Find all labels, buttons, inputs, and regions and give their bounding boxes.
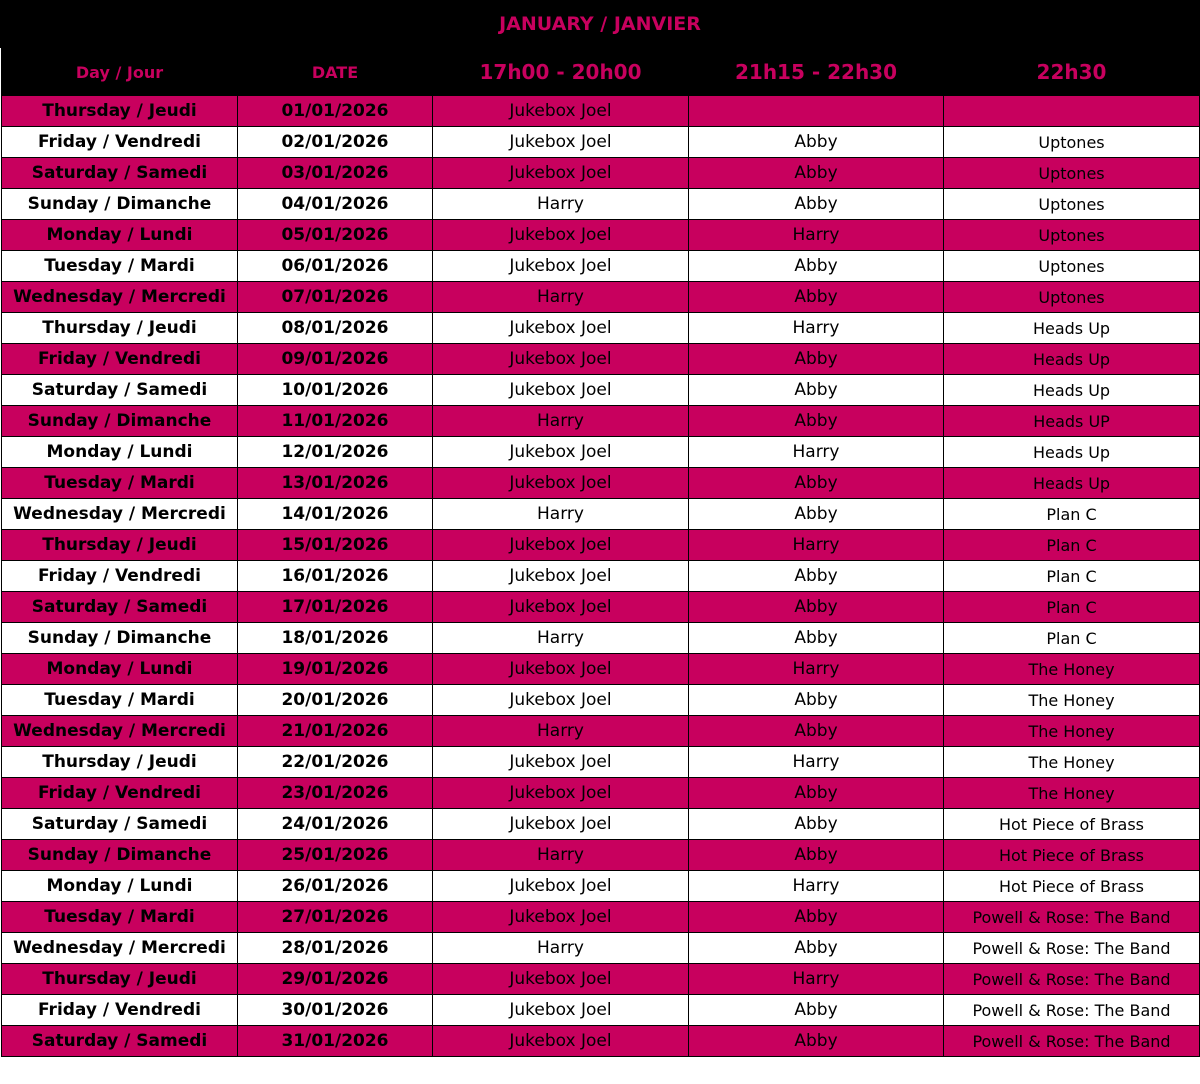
slot-mid-cell: Harry (689, 871, 944, 902)
slot-mid-cell: Abby (689, 127, 944, 158)
slot-late-cell: Uptones (944, 220, 1200, 251)
slot-mid-cell: Harry (689, 437, 944, 468)
day-cell: Tuesday / Mardi (2, 902, 238, 933)
slot-early-cell: Jukebox Joel (433, 220, 689, 251)
day-cell: Sunday / Dimanche (2, 623, 238, 654)
slot-early-cell: Jukebox Joel (433, 871, 689, 902)
slot-late-cell: Hot Piece of Brass (944, 840, 1200, 871)
table-body (2, 96, 1200, 1057)
table-row (2, 406, 1200, 437)
day-cell: Friday / Vendredi (2, 344, 238, 375)
table-row (2, 840, 1200, 871)
table-header (2, 49, 1200, 96)
table-row (2, 623, 1200, 654)
slot-mid-cell: Harry (689, 747, 944, 778)
slot-late-cell: Powell & Rose: The Band (944, 902, 1200, 933)
slot-early-cell: Jukebox Joel (433, 902, 689, 933)
date-cell: 24/01/2026 (238, 809, 433, 840)
slot-early-cell: Jukebox Joel (433, 685, 689, 716)
slot-early-cell: Jukebox Joel (433, 592, 689, 623)
slot-mid-cell: Harry (689, 313, 944, 344)
slot-mid-cell: Abby (689, 902, 944, 933)
slot-late-cell: Plan C (944, 530, 1200, 561)
slot-early-cell: Harry (433, 840, 689, 871)
slot-mid-cell: Abby (689, 499, 944, 530)
date-cell: 02/01/2026 (238, 127, 433, 158)
day-cell: Saturday / Samedi (2, 592, 238, 623)
table-row (2, 220, 1200, 251)
slot-early-cell: Jukebox Joel (433, 1026, 689, 1057)
slot-early-cell: Jukebox Joel (433, 747, 689, 778)
day-cell: Monday / Lundi (2, 871, 238, 902)
date-cell: 06/01/2026 (238, 251, 433, 282)
day-cell: Monday / Lundi (2, 654, 238, 685)
slot-late-cell: Powell & Rose: The Band (944, 1026, 1200, 1057)
slot-mid-cell: Abby (689, 282, 944, 313)
day-cell: Thursday / Jeudi (2, 96, 238, 127)
day-cell: Friday / Vendredi (2, 127, 238, 158)
day-cell: Wednesday / Mercredi (2, 499, 238, 530)
day-cell: Saturday / Samedi (2, 1026, 238, 1057)
slot-late-cell: Plan C (944, 499, 1200, 530)
slot-mid-cell: Harry (689, 964, 944, 995)
day-cell: Saturday / Samedi (2, 375, 238, 406)
table-row (2, 530, 1200, 561)
date-cell: 16/01/2026 (238, 561, 433, 592)
slot-mid-cell: Abby (689, 251, 944, 282)
table-row (2, 344, 1200, 375)
slot-early-cell: Jukebox Joel (433, 995, 689, 1026)
day-cell: Thursday / Jeudi (2, 747, 238, 778)
day-cell: Thursday / Jeudi (2, 313, 238, 344)
slot-late-cell: Powell & Rose: The Band (944, 964, 1200, 995)
slot-mid-cell: Harry (689, 220, 944, 251)
table-row (2, 778, 1200, 809)
slot-mid-cell: Abby (689, 840, 944, 871)
day-cell: Tuesday / Mardi (2, 251, 238, 282)
day-cell: Friday / Vendredi (2, 561, 238, 592)
table-row (2, 127, 1200, 158)
slot-late-cell: The Honey (944, 747, 1200, 778)
slot-early-cell: Harry (433, 406, 689, 437)
day-cell: Sunday / Dimanche (2, 406, 238, 437)
slot-mid-cell: Abby (689, 995, 944, 1026)
date-cell: 26/01/2026 (238, 871, 433, 902)
date-cell: 05/01/2026 (238, 220, 433, 251)
slot-late-cell: Powell & Rose: The Band (944, 995, 1200, 1026)
date-cell: 10/01/2026 (238, 375, 433, 406)
table-row (2, 995, 1200, 1026)
day-cell: Tuesday / Mardi (2, 685, 238, 716)
slot-late-cell: Uptones (944, 282, 1200, 313)
slot-early-cell: Harry (433, 716, 689, 747)
slot-late-cell: Powell & Rose: The Band (944, 933, 1200, 964)
slot-early-cell: Jukebox Joel (433, 344, 689, 375)
date-cell: 12/01/2026 (238, 437, 433, 468)
slot-early-cell: Jukebox Joel (433, 375, 689, 406)
date-cell: 19/01/2026 (238, 654, 433, 685)
day-cell: Sunday / Dimanche (2, 189, 238, 220)
slot-mid-cell: Abby (689, 778, 944, 809)
table-row (2, 561, 1200, 592)
slot-mid-cell: Abby (689, 1026, 944, 1057)
slot-early-cell: Jukebox Joel (433, 251, 689, 282)
header-slot-early: 17h00 - 20h00 (433, 49, 689, 96)
slot-late-cell: Plan C (944, 561, 1200, 592)
date-cell: 14/01/2026 (238, 499, 433, 530)
slot-late-cell: Hot Piece of Brass (944, 809, 1200, 840)
day-cell: Saturday / Samedi (2, 158, 238, 189)
date-cell: 07/01/2026 (238, 282, 433, 313)
slot-early-cell: Jukebox Joel (433, 127, 689, 158)
slot-late-cell: Uptones (944, 189, 1200, 220)
day-cell: Wednesday / Mercredi (2, 716, 238, 747)
date-cell: 20/01/2026 (238, 685, 433, 716)
slot-late-cell: Plan C (944, 592, 1200, 623)
table-row (2, 313, 1200, 344)
table-row (2, 685, 1200, 716)
header-date: DATE (238, 49, 433, 96)
slot-mid-cell: Abby (689, 592, 944, 623)
slot-mid-cell: Abby (689, 933, 944, 964)
slot-early-cell: Jukebox Joel (433, 313, 689, 344)
date-cell: 03/01/2026 (238, 158, 433, 189)
day-cell: Wednesday / Mercredi (2, 282, 238, 313)
table-row (2, 375, 1200, 406)
date-cell: 17/01/2026 (238, 592, 433, 623)
table-row (2, 716, 1200, 747)
slot-mid-cell: Harry (689, 654, 944, 685)
day-cell: Monday / Lundi (2, 437, 238, 468)
date-cell: 25/01/2026 (238, 840, 433, 871)
table-row (2, 282, 1200, 313)
slot-late-cell: The Honey (944, 654, 1200, 685)
slot-late-cell: Heads Up (944, 344, 1200, 375)
table-row (2, 1026, 1200, 1057)
date-cell: 08/01/2026 (238, 313, 433, 344)
slot-early-cell: Jukebox Joel (433, 561, 689, 592)
slot-mid-cell: Abby (689, 623, 944, 654)
date-cell: 29/01/2026 (238, 964, 433, 995)
slot-early-cell: Jukebox Joel (433, 468, 689, 499)
table-row (2, 933, 1200, 964)
slot-early-cell: Harry (433, 623, 689, 654)
table-row (2, 158, 1200, 189)
slot-late-cell: Plan C (944, 623, 1200, 654)
date-cell: 28/01/2026 (238, 933, 433, 964)
slot-late-cell: Heads UP (944, 406, 1200, 437)
slot-mid-cell: Abby (689, 468, 944, 499)
slot-mid-cell: Abby (689, 685, 944, 716)
date-cell: 01/01/2026 (238, 96, 433, 127)
slot-early-cell: Jukebox Joel (433, 654, 689, 685)
slot-mid-cell: Abby (689, 561, 944, 592)
slot-early-cell: Jukebox Joel (433, 809, 689, 840)
header-day: Day / Jour (2, 49, 238, 96)
table-row (2, 189, 1200, 220)
slot-mid-cell: Harry (689, 530, 944, 561)
day-cell: Tuesday / Mardi (2, 468, 238, 499)
day-cell: Friday / Vendredi (2, 778, 238, 809)
header-row (2, 49, 1200, 96)
slot-early-cell: Jukebox Joel (433, 778, 689, 809)
slot-early-cell: Jukebox Joel (433, 437, 689, 468)
slot-mid-cell: Abby (689, 809, 944, 840)
header-slot-late: 22h30 (944, 49, 1200, 96)
table-row (2, 468, 1200, 499)
slot-mid-cell: Abby (689, 158, 944, 189)
slot-late-cell: Hot Piece of Brass (944, 871, 1200, 902)
slot-late-cell: The Honey (944, 685, 1200, 716)
slot-mid-cell (689, 96, 944, 127)
slot-early-cell: Harry (433, 933, 689, 964)
date-cell: 04/01/2026 (238, 189, 433, 220)
slot-late-cell: The Honey (944, 716, 1200, 747)
slot-late-cell: Heads Up (944, 313, 1200, 344)
slot-late-cell: Uptones (944, 127, 1200, 158)
day-cell: Sunday / Dimanche (2, 840, 238, 871)
slot-late-cell: Uptones (944, 158, 1200, 189)
slot-early-cell: Harry (433, 189, 689, 220)
table-row (2, 871, 1200, 902)
header-slot-mid: 21h15 - 22h30 (689, 49, 944, 96)
table-row (2, 747, 1200, 778)
table-row (2, 902, 1200, 933)
date-cell: 23/01/2026 (238, 778, 433, 809)
date-cell: 30/01/2026 (238, 995, 433, 1026)
slot-late-cell: Uptones (944, 251, 1200, 282)
date-cell: 09/01/2026 (238, 344, 433, 375)
slot-early-cell: Jukebox Joel (433, 96, 689, 127)
slot-early-cell: Jukebox Joel (433, 158, 689, 189)
table-row (2, 964, 1200, 995)
table-row (2, 499, 1200, 530)
slot-mid-cell: Abby (689, 716, 944, 747)
date-cell: 21/01/2026 (238, 716, 433, 747)
table-row (2, 96, 1200, 127)
slot-mid-cell: Abby (689, 189, 944, 220)
slot-late-cell: The Honey (944, 778, 1200, 809)
date-cell: 15/01/2026 (238, 530, 433, 561)
slot-late-cell: Heads Up (944, 375, 1200, 406)
day-cell: Friday / Vendredi (2, 995, 238, 1026)
table-row (2, 592, 1200, 623)
date-cell: 31/01/2026 (238, 1026, 433, 1057)
table-row (2, 437, 1200, 468)
date-cell: 18/01/2026 (238, 623, 433, 654)
date-cell: 22/01/2026 (238, 747, 433, 778)
slot-mid-cell: Abby (689, 406, 944, 437)
slot-mid-cell: Abby (689, 375, 944, 406)
day-cell: Monday / Lundi (2, 220, 238, 251)
slot-early-cell: Jukebox Joel (433, 964, 689, 995)
table-row (2, 809, 1200, 840)
day-cell: Wednesday / Mercredi (2, 933, 238, 964)
slot-late-cell (944, 96, 1200, 127)
slot-late-cell: Heads Up (944, 468, 1200, 499)
table-row (2, 654, 1200, 685)
month-title: JANUARY / JANVIER (0, 0, 1200, 48)
schedule-table (1, 48, 1200, 1057)
date-cell: 27/01/2026 (238, 902, 433, 933)
date-cell: 11/01/2026 (238, 406, 433, 437)
slot-mid-cell: Abby (689, 344, 944, 375)
slot-early-cell: Harry (433, 499, 689, 530)
slot-late-cell: Heads Up (944, 437, 1200, 468)
slot-early-cell: Jukebox Joel (433, 530, 689, 561)
day-cell: Thursday / Jeudi (2, 964, 238, 995)
date-cell: 13/01/2026 (238, 468, 433, 499)
day-cell: Saturday / Samedi (2, 809, 238, 840)
day-cell: Thursday / Jeudi (2, 530, 238, 561)
slot-early-cell: Harry (433, 282, 689, 313)
table-row (2, 251, 1200, 282)
